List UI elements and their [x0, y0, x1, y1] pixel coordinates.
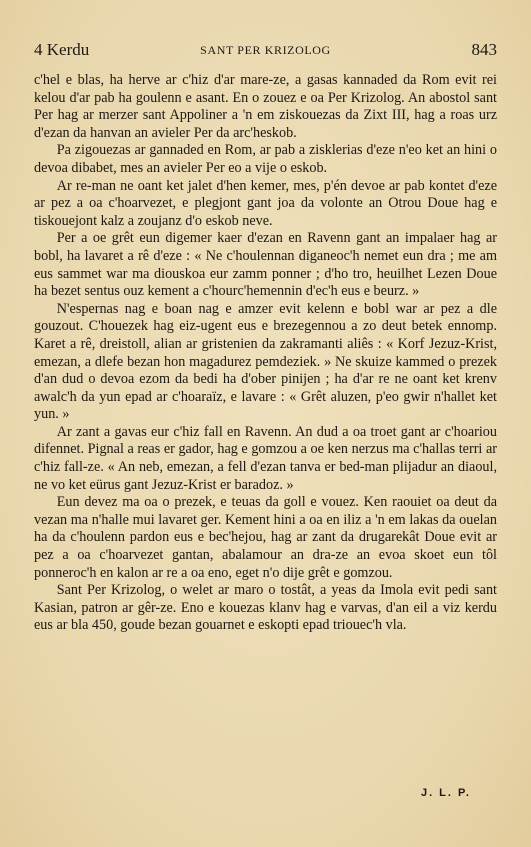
page-header — [34, 40, 497, 62]
paragraph: N'espernas nag e boan nag e amzer evit kelenn e bobl war ar pez a dle gouzout. C'houezek hag eiz-ugent eus e brezegennou a zo deut betek ennomp. Karet a rê, dreistoll, alian ar gristenien da zakramanti aliês : « Korf Jezuz-Krist, emezan, a dlefe bezan hon magadurez pemdeziek. » Ne skuize kammed o prezek d'an dud o devoa ezom da bedi ha d'ober pinijen ; ha d'ar re ne oant ket krenv awalc'h da yun epad ar c'hoaraïz, e lavare : « Grêt aluzen, p'eo gwir n'hallet ket yun. » — [34, 300, 497, 423]
paragraph: Pa zigouezas ar gannaded en Rom, ar pab a zisklerias d'eze n'eo ket an hini o devoa dibabet, mes an avieler Per eo a vije o eskob. — [34, 142, 497, 176]
author-signature: J. L. P. — [420, 787, 471, 799]
paragraph: c'hel e blas, ha herve ar c'hiz d'ar mare-ze, a gasas kannaded da Rom evit rei kelou d'ar pab ha goulenn e asant. En o zouez e oa Per Krizolog. An abostol sant Per hag ar merzer sant Appoliner a 'n em ziskouezas da Zixt III, hag a roas urz d'ezan da hanvan an avieler Per da arc'heskob. — [34, 72, 497, 141]
paragraph: Ar zant a gavas eur c'hiz fall en Ravenn. An dud a oa troet gant ar c'hoariou difennet. Pignal a reas er gador, hag e gomzou a oe ken nerzus ma c'hallas terri ar c'hiz fall-ze. « An neb, emezan, a fell d'ezan tanva er bed-man plijadur an diaoul, ne vo ket eürus gant Jezuz-Krist er baradoz. » — [34, 423, 497, 493]
paragraph: Sant Per Krizolog, o welet ar maro o tostât, a yeas da Imola evit pedi sant Kasian, patron ar gêr-ze. Eno e kouezas klanv hag e varvas, d'an eil a viz kerdu eus ar bla 450, goude bezan gouarnet e eskopti epad triouec'h vla. — [34, 582, 497, 634]
paragraph: Ar re-man ne oant ket jalet d'hen kemer, mes, p'én devoe ar pab kontet d'eze ar pez a oa c'hoarvezet, e plegjont gant joa da volonte an Otrou Doue hag e tiskouejont kalz a zoujanz d'o eskob neve. — [34, 177, 497, 229]
paragraph: Per a oe grêt eun digemer kaer d'ezan en Ravenn gant an impalaer hag ar bobl, ha lavaret a rê d'eze : « Ne c'houlennan diganeoc'h nemet eun dra ; me am eus sammet war ma diouskoa eur zamm ponner ; d'ho tro, heuilhet Lezen Doue ha bezet sentus ouz kement a c'hourc'hemennin d'ec'h eus e beurz. » — [34, 230, 497, 300]
page-number: 843 — [471, 40, 497, 59]
paragraph: Eun devez ma oa o prezek, e teuas da goll e vouez. Ken raouiet oa deut da vezan ma n'halle mui lavaret ger. Kement hini a oa en iliz a 'n em lakas da ouelan ha da c'houlenn pardon eus e bec'hejou, hag ar zant da drugarekât Doue evit ar pez a oa c'hoarvezet gantan, abalamour an dra-ze an evoa skoet eun tôl ponneroc'h en kalon ar re a oa eno, eget n'o dije grêt e gomzou. — [34, 494, 497, 581]
header-date: 4 Kerdu — [34, 40, 90, 59]
running-title: SANT PER KRIZOLOG — [200, 43, 331, 57]
body-text — [34, 72, 497, 635]
